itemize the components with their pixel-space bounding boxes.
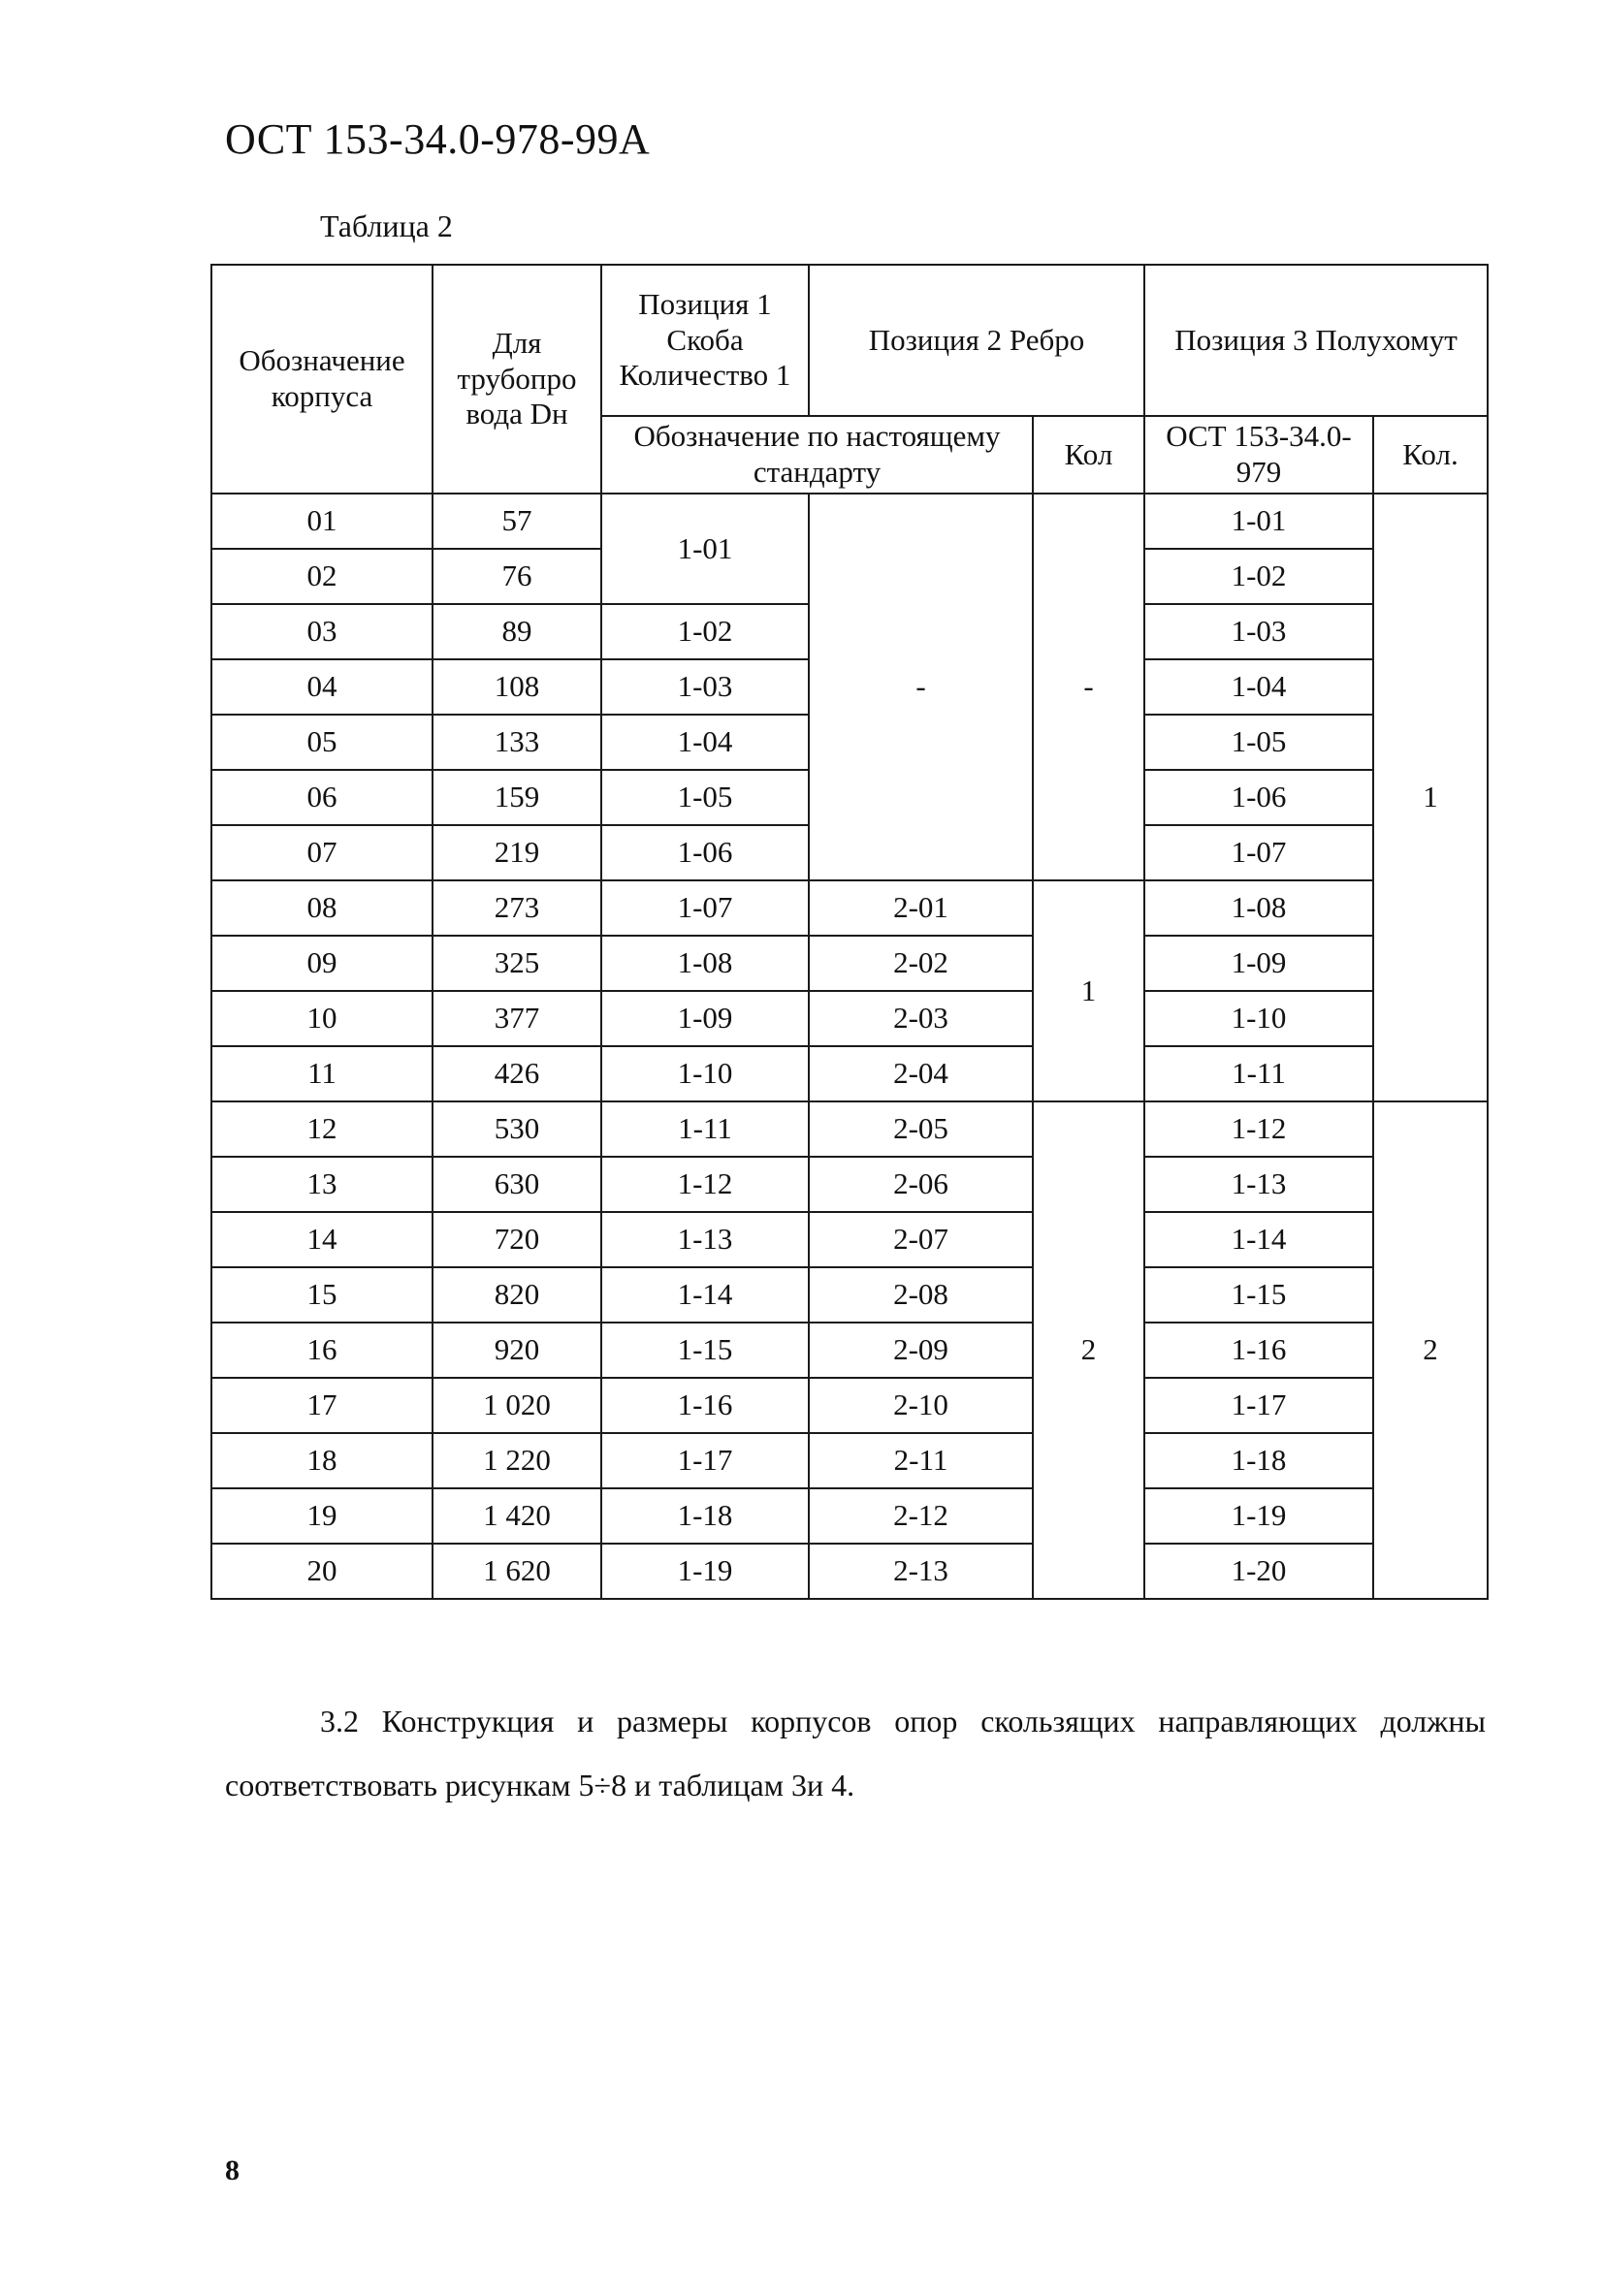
cell-designation: 11 [211, 1046, 433, 1101]
table-row [211, 880, 1488, 936]
table-row [211, 1488, 1488, 1544]
header-position-1: Позиция 1 Скоба Количество 1 [601, 265, 809, 416]
cell-pos1: 1-19 [601, 1544, 809, 1599]
cell-dn: 377 [433, 991, 601, 1046]
cell-designation: 15 [211, 1267, 433, 1323]
cell-dn: 273 [433, 880, 601, 936]
cell-pos3: 1-18 [1144, 1433, 1373, 1488]
header-position-2: Позиция 2 Ребро [809, 265, 1144, 416]
spec-table [210, 264, 1489, 1600]
cell-pos3: 1-15 [1144, 1267, 1373, 1323]
cell-dn: 325 [433, 936, 601, 991]
cell-pos3: 1-01 [1144, 494, 1373, 549]
cell-dn: 219 [433, 825, 601, 880]
cell-designation: 19 [211, 1488, 433, 1544]
cell-pos1: 1-09 [601, 991, 809, 1046]
cell-designation: 03 [211, 604, 433, 659]
table-row [211, 1157, 1488, 1212]
cell-dn: 159 [433, 770, 601, 825]
table-row [211, 936, 1488, 991]
cell-designation: 20 [211, 1544, 433, 1599]
header-position-3-quantity: Кол. [1373, 416, 1488, 494]
document-code: ОСТ 153-34.0-978-99А [225, 115, 651, 163]
cell-pos3-qty: 1 [1373, 494, 1488, 1101]
cell-pos2: 2-10 [809, 1378, 1033, 1433]
cell-pos1: 1-11 [601, 1101, 809, 1157]
cell-designation: 04 [211, 659, 433, 715]
cell-designation: 10 [211, 991, 433, 1046]
cell-pos1: 1-05 [601, 770, 809, 825]
cell-pos3: 1-06 [1144, 770, 1373, 825]
cell-pos3: 1-02 [1144, 549, 1373, 604]
cell-pos3: 1-05 [1144, 715, 1373, 770]
cell-pos2: 2-08 [809, 1267, 1033, 1323]
cell-pos2-qty: 2 [1033, 1101, 1144, 1599]
header-pipe-dn: Для трубопро вода Dн [433, 265, 601, 494]
cell-pos3: 1-20 [1144, 1544, 1373, 1599]
cell-pos3: 1-19 [1144, 1488, 1373, 1544]
cell-pos3-qty: 2 [1373, 1101, 1488, 1599]
cell-dn: 630 [433, 1157, 601, 1212]
cell-dn: 1 620 [433, 1544, 601, 1599]
cell-pos1: 1-15 [601, 1323, 809, 1378]
cell-pos3: 1-11 [1144, 1046, 1373, 1101]
cell-pos2: 2-03 [809, 991, 1033, 1046]
cell-pos1: 1-07 [601, 880, 809, 936]
table-row [211, 1544, 1488, 1599]
cell-pos1: 1-03 [601, 659, 809, 715]
cell-designation: 13 [211, 1157, 433, 1212]
cell-dn: 133 [433, 715, 601, 770]
table-row [211, 991, 1488, 1046]
cell-dn: 1 420 [433, 1488, 601, 1544]
cell-dn: 820 [433, 1267, 601, 1323]
cell-pos2: 2-07 [809, 1212, 1033, 1267]
cell-designation: 06 [211, 770, 433, 825]
cell-pos3: 1-09 [1144, 936, 1373, 991]
cell-pos2: 2-02 [809, 936, 1033, 991]
header-position-3-standard: ОСТ 153-34.0-979 [1144, 416, 1373, 494]
cell-dn: 108 [433, 659, 601, 715]
cell-pos2: 2-11 [809, 1433, 1033, 1488]
cell-designation: 05 [211, 715, 433, 770]
cell-pos2: 2-13 [809, 1544, 1033, 1599]
cell-dn: 76 [433, 549, 601, 604]
cell-designation: 16 [211, 1323, 433, 1378]
cell-pos2-qty: - [1033, 494, 1144, 880]
cell-dn: 89 [433, 604, 601, 659]
cell-designation: 01 [211, 494, 433, 549]
cell-pos3: 1-08 [1144, 880, 1373, 936]
cell-pos2: 2-06 [809, 1157, 1033, 1212]
cell-pos1: 1-12 [601, 1157, 809, 1212]
cell-pos1: 1-18 [601, 1488, 809, 1544]
cell-designation: 02 [211, 549, 433, 604]
cell-dn: 530 [433, 1101, 601, 1157]
cell-pos3: 1-13 [1144, 1157, 1373, 1212]
cell-pos1: 1-06 [601, 825, 809, 880]
cell-pos1: 1-04 [601, 715, 809, 770]
cell-pos3: 1-04 [1144, 659, 1373, 715]
cell-pos3: 1-16 [1144, 1323, 1373, 1378]
cell-pos1: 1-16 [601, 1378, 809, 1433]
cell-designation: 07 [211, 825, 433, 880]
cell-designation: 12 [211, 1101, 433, 1157]
header-row-1 [211, 265, 1488, 416]
cell-dn: 720 [433, 1212, 601, 1267]
cell-pos1: 1-01 [601, 494, 809, 604]
header-designation: Обозначение корпуса [211, 265, 433, 494]
cell-dn: 1 220 [433, 1433, 601, 1488]
header-designation-standard: Обозначение по настоящему стандарту [601, 416, 1033, 494]
cell-dn: 920 [433, 1323, 601, 1378]
cell-designation: 17 [211, 1378, 433, 1433]
cell-designation: 08 [211, 880, 433, 936]
header-position-2-quantity: Кол [1033, 416, 1144, 494]
cell-pos1: 1-17 [601, 1433, 809, 1488]
cell-pos3: 1-07 [1144, 825, 1373, 880]
cell-pos3: 1-14 [1144, 1212, 1373, 1267]
cell-pos3: 1-12 [1144, 1101, 1373, 1157]
table-row [211, 1101, 1488, 1157]
cell-dn: 1 020 [433, 1378, 601, 1433]
cell-pos1: 1-10 [601, 1046, 809, 1101]
cell-pos1: 1-14 [601, 1267, 809, 1323]
cell-pos1: 1-08 [601, 936, 809, 991]
cell-dn: 426 [433, 1046, 601, 1101]
table-row [211, 1433, 1488, 1488]
cell-pos3: 1-03 [1144, 604, 1373, 659]
table-caption: Таблица 2 [320, 208, 453, 243]
cell-designation: 18 [211, 1433, 433, 1488]
cell-pos1: 1-02 [601, 604, 809, 659]
cell-designation: 09 [211, 936, 433, 991]
table-row [211, 494, 1488, 549]
cell-pos3: 1-17 [1144, 1378, 1373, 1433]
cell-pos3: 1-10 [1144, 991, 1373, 1046]
cell-pos2: 2-12 [809, 1488, 1033, 1544]
table-row [211, 1323, 1488, 1378]
cell-pos2-qty: 1 [1033, 880, 1144, 1101]
page-number: 8 [225, 2154, 240, 2186]
cell-pos2: - [809, 494, 1033, 880]
table-row [211, 1046, 1488, 1101]
body-paragraph: 3.2 Конструкция и размеры корпусов опор скользящих направляющих должны соответствовать рисункам 5÷8 и таблицам 3и 4. [225, 1704, 1486, 1802]
table-row [211, 1212, 1488, 1267]
cell-pos2: 2-09 [809, 1323, 1033, 1378]
cell-pos1: 1-13 [601, 1212, 809, 1267]
cell-dn: 57 [433, 494, 601, 549]
table-row [211, 1378, 1488, 1433]
table-row [211, 1267, 1488, 1323]
cell-pos2: 2-01 [809, 880, 1033, 936]
cell-pos2: 2-05 [809, 1101, 1033, 1157]
header-position-3: Позиция 3 Полухомут [1144, 265, 1488, 416]
cell-pos2: 2-04 [809, 1046, 1033, 1101]
cell-designation: 14 [211, 1212, 433, 1267]
